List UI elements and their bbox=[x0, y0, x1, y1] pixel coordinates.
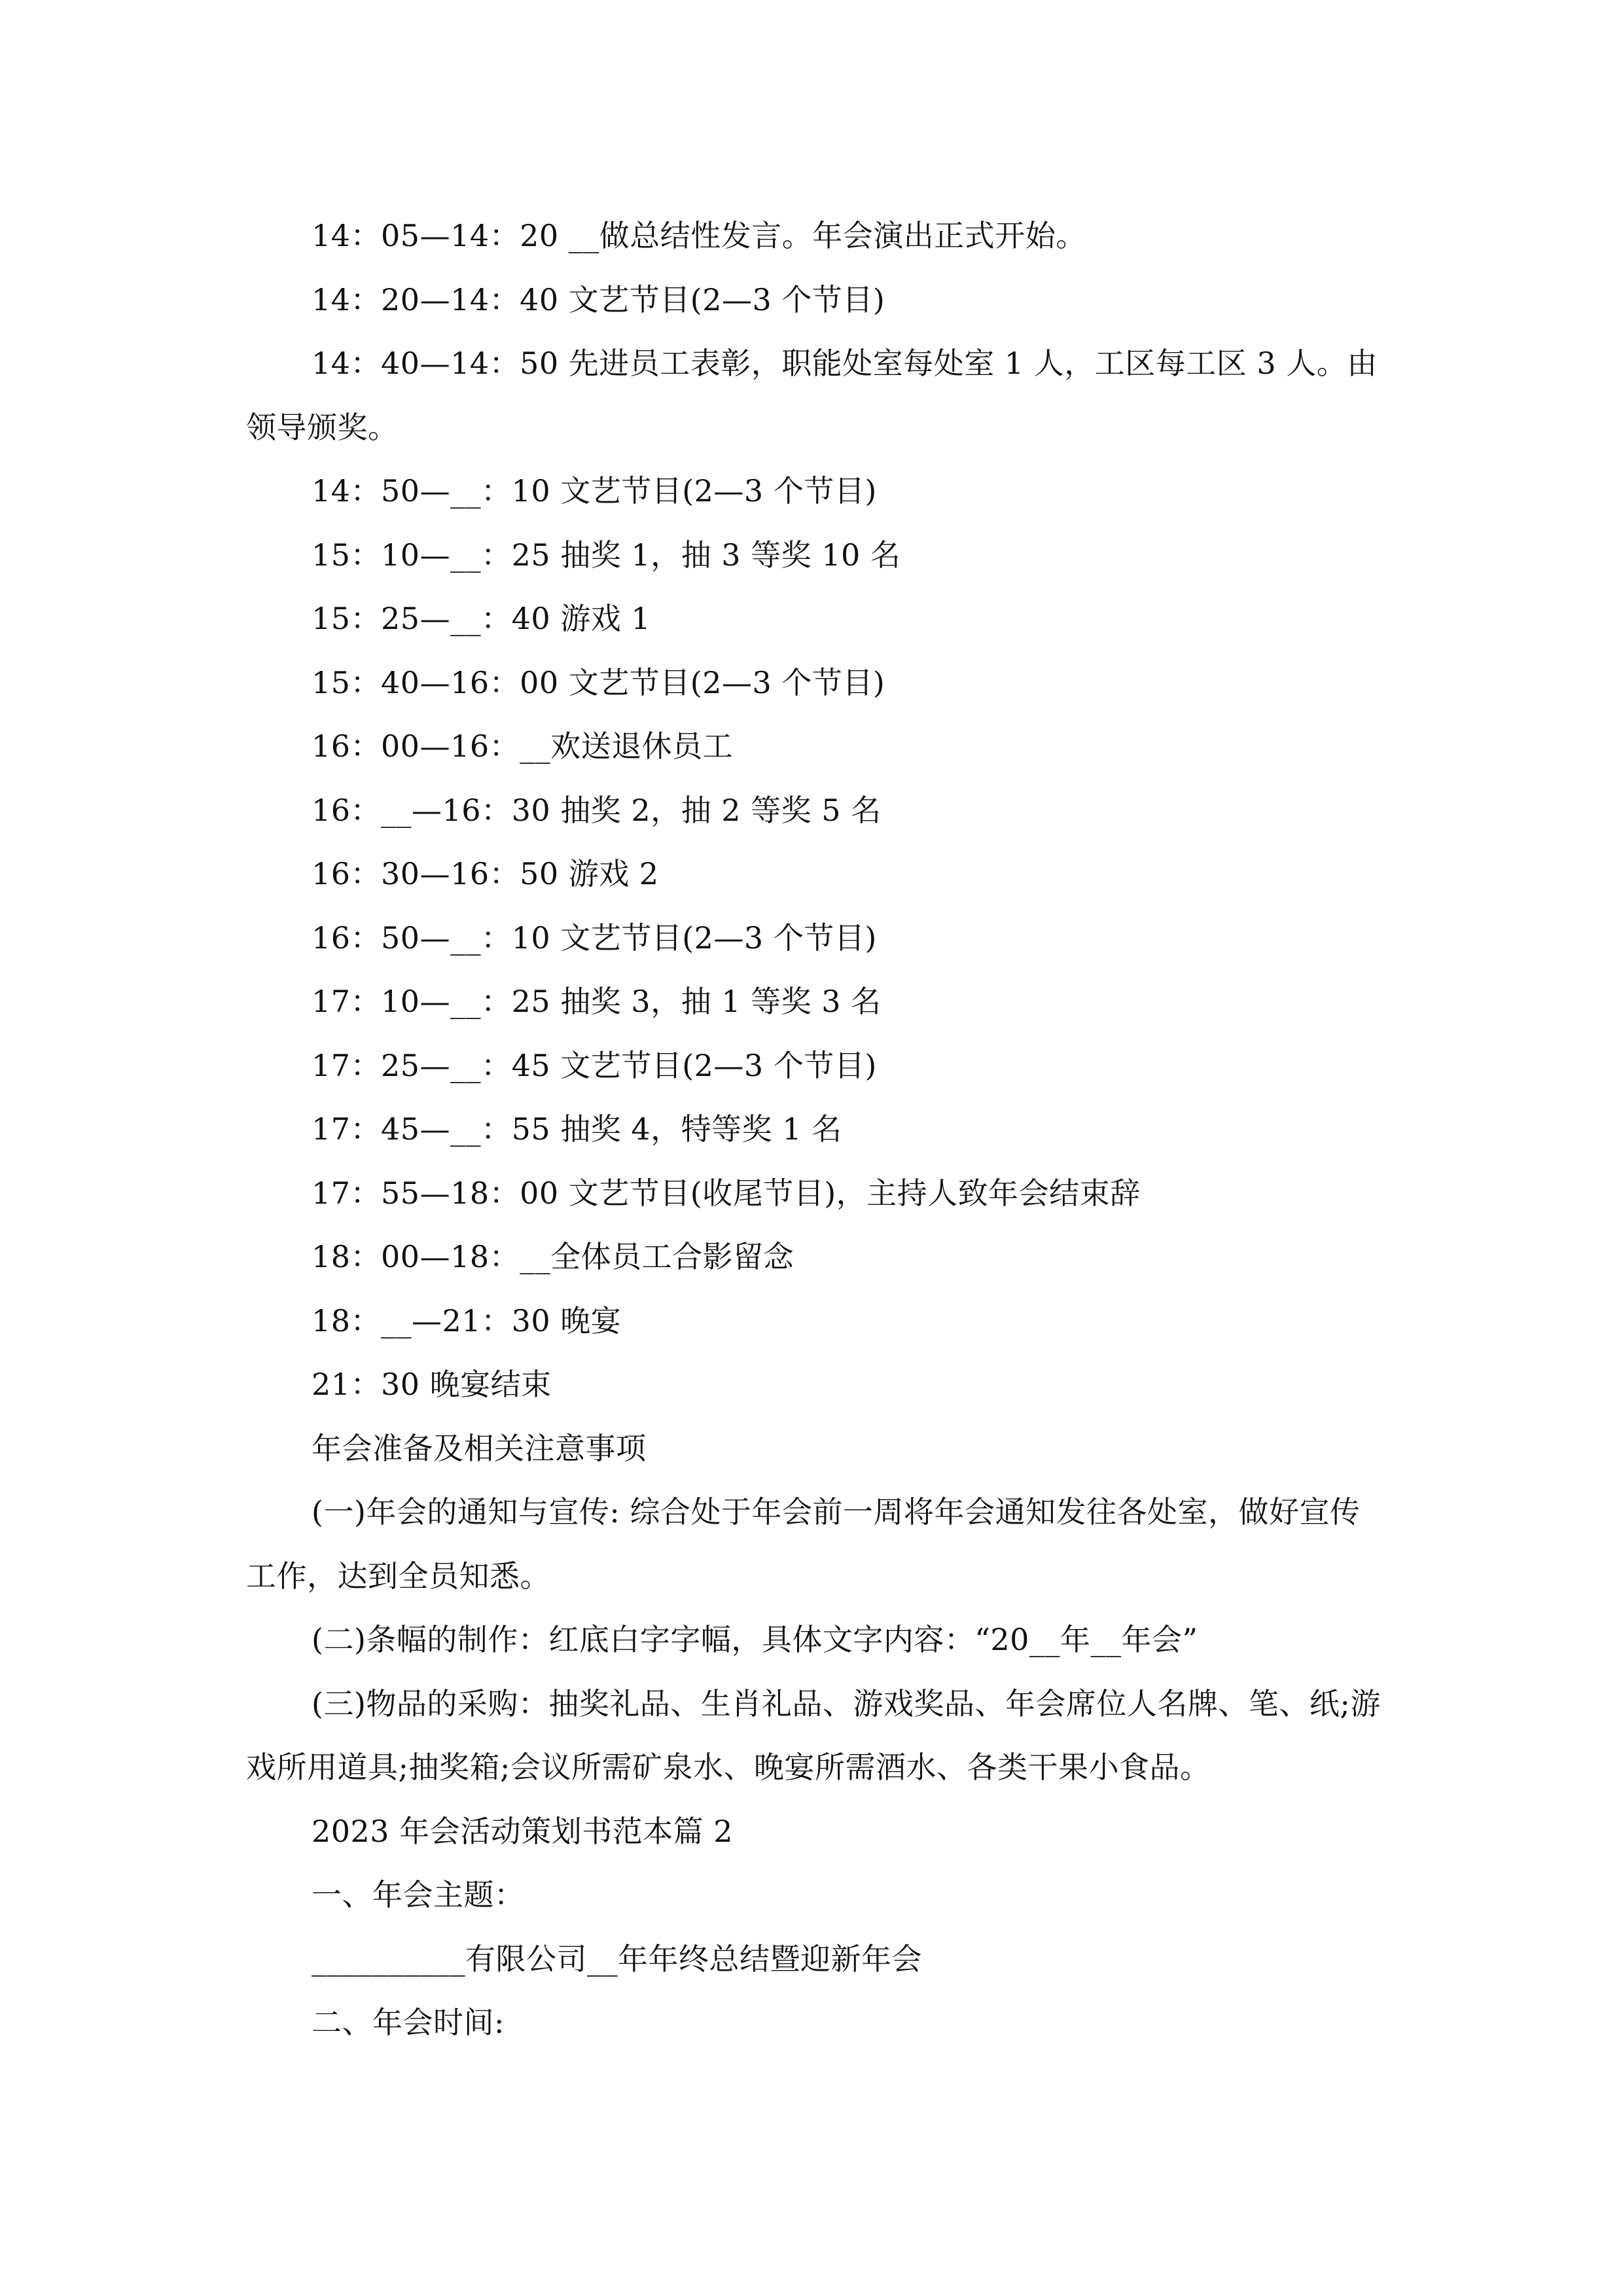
schedule-line: 17：55—18：00 文艺节目(收尾节目)，主持人致年会结束辞 bbox=[312, 1175, 1141, 1211]
schedule-line: 18：00—18：__全体员工合影留念 bbox=[312, 1239, 794, 1274]
schedule-line: 14：50—__：10 文艺节目(2—3 个节目) bbox=[312, 473, 877, 509]
schedule-line: 21：30 晚宴结束 bbox=[312, 1367, 552, 1402]
paragraph: (二)条幅的制作：红底白字字幅，具体文字内容：“20__年__年会” bbox=[312, 1622, 1198, 1657]
schedule-line: 16：50—__：10 文艺节目(2—3 个节目) bbox=[312, 920, 877, 956]
schedule-line: 16：00—16：__欢送退休员工 bbox=[312, 728, 734, 764]
schedule-line: 14：40—14：50 先进员工表彰，职能处室每处室 1 人，工区每工区 3 人。由领导颁奖。 bbox=[246, 346, 1378, 445]
schedule-line: 16：30—16：50 游戏 2 bbox=[312, 856, 659, 891]
section-title: 2023 年会活动策划书范本篇 2 bbox=[312, 1813, 734, 1849]
paragraph: (三)物品的采购：抽奖礼品、生肖礼品、游戏奖品、年会席位人名牌、笔、纸;游戏所用道具;抽奖箱;会议所需矿泉水、晚宴所需酒水、各类干果小食品。 bbox=[246, 1685, 1381, 1785]
section-heading: 二、年会时间: bbox=[312, 2005, 505, 2040]
schedule-line: 14：20—14：40 文艺节目(2—3 个节目) bbox=[312, 281, 885, 317]
schedule-line: 15：10—__：25 抽奖 1，抽 3 等奖 10 名 bbox=[312, 537, 901, 573]
schedule-line: 15：25—__：40 游戏 1 bbox=[312, 601, 651, 636]
schedule-line: 17：25—__：45 文艺节目(2—3 个节目) bbox=[312, 1047, 877, 1083]
schedule-line: 16：__—16：30 抽奖 2，抽 2 等奖 5 名 bbox=[312, 792, 882, 828]
schedule-line: 18：__—21：30 晚宴 bbox=[312, 1302, 622, 1338]
paragraph: (一)年会的通知与宣传: 综合处于年会前一周将年会通知发往各处室，做好宣传工作，达到全员知悉。 bbox=[246, 1494, 1361, 1594]
schedule-line: 17：45—__：55 抽奖 4，特等奖 1 名 bbox=[312, 1111, 842, 1147]
document-body bbox=[246, 204, 1385, 2055]
schedule-line: 17：10—__：25 抽奖 3，抽 1 等奖 3 名 bbox=[312, 984, 882, 1019]
paragraph: __________有限公司__年年终总结暨迎新年会 bbox=[312, 1941, 922, 1977]
section-heading: 年会准备及相关注意事项 bbox=[312, 1430, 647, 1466]
schedule-line: 14：05—14：20 __做总结性发言。年会演出正式开始。 bbox=[312, 218, 1086, 253]
schedule-line: 15：40—16：00 文艺节目(2—3 个节目) bbox=[312, 664, 885, 700]
section-heading: 一、年会主题： bbox=[312, 1877, 525, 1912]
